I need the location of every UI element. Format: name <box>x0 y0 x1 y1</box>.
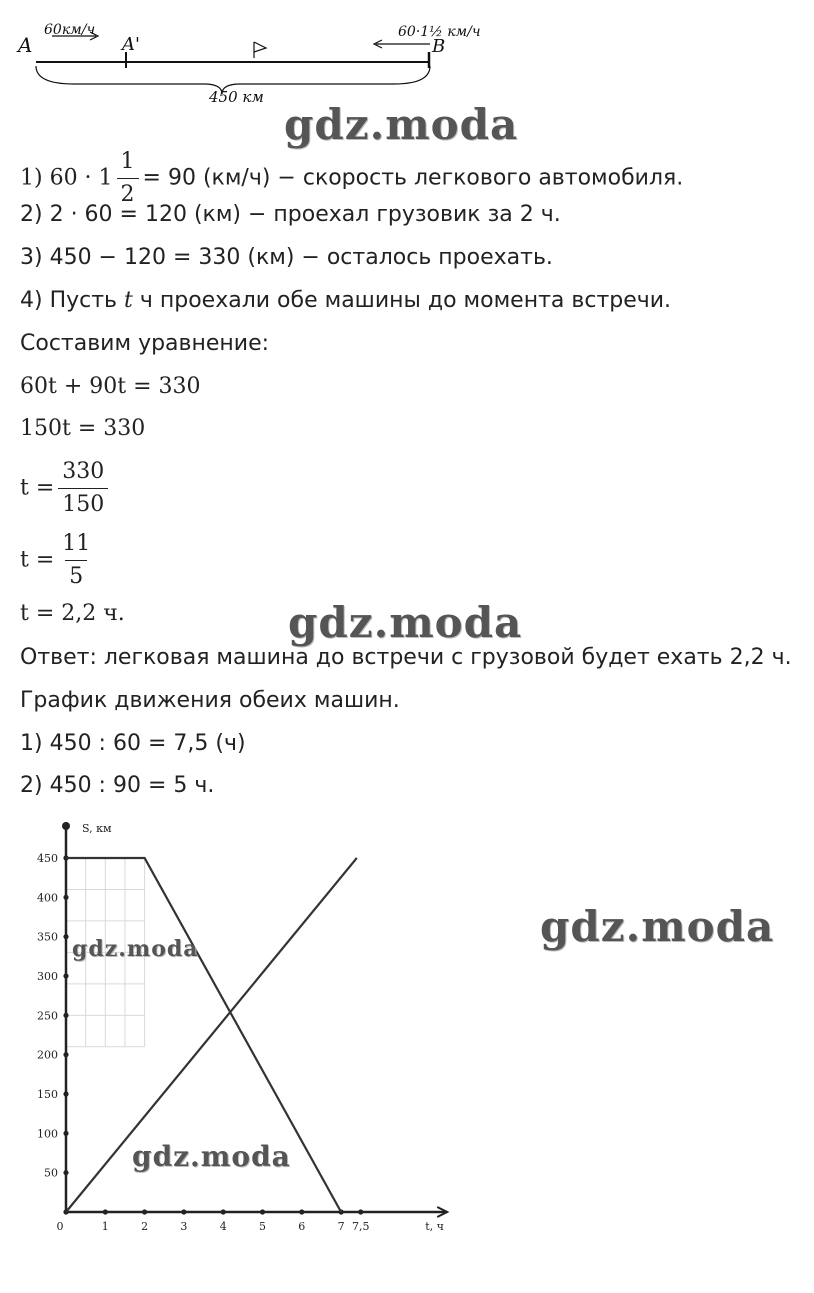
equation-intro: Составим уравнение: <box>20 331 270 356</box>
answer-line: Ответ: легковая машина до встречи с грузовой будет ехать 2,2 ч. <box>20 645 792 670</box>
y-tick-label: 350 <box>37 930 58 944</box>
x-axis-label: t, ч <box>425 1220 444 1233</box>
step1-prefix: 1) 60 · 1 <box>20 165 113 191</box>
x-tick-label: 7,5 <box>352 1220 370 1233</box>
equation-5: t = 2,2 ч. <box>20 601 125 626</box>
y-tick-label: 300 <box>37 969 58 983</box>
x-tick-dot <box>299 1209 304 1214</box>
equation-2: 150t = 330 <box>20 416 146 441</box>
y-tick-dot <box>63 1131 68 1136</box>
label-point-b: B <box>432 36 446 57</box>
x-tick-label: 4 <box>219 1220 227 1233</box>
label-speed-right: 60·1½ км/ч <box>398 24 481 40</box>
equation-1: 60t + 90t = 330 <box>20 374 201 399</box>
x-tick-label: 0 <box>56 1220 64 1233</box>
y-tick-dot <box>63 934 68 939</box>
x-tick-dot <box>103 1209 108 1214</box>
y-tick-dot <box>63 1091 68 1096</box>
x-tick-label: 3 <box>180 1220 188 1233</box>
x-tick-label: 2 <box>141 1220 149 1233</box>
y-tick-label: 250 <box>37 1009 58 1023</box>
step1-frac-num: 1 <box>120 149 135 174</box>
equation-3 <box>20 456 112 521</box>
problem-sketch <box>14 0 514 108</box>
y-tick-label: 150 <box>37 1087 58 1101</box>
y-tick-label: 400 <box>37 891 58 905</box>
solution-step-2: 2) 2 · 60 = 120 (км) − проехал грузовик за 2 ч. <box>20 202 561 227</box>
step4-post: ч проехали обе машины до момента встречи. <box>139 288 672 313</box>
calc-1: 1) 450 : 60 = 7,5 (ч) <box>20 731 246 756</box>
eq3-num: 330 <box>62 459 105 484</box>
watermark-1: gdz.moda <box>284 100 519 149</box>
eq4-den: 5 <box>65 560 87 593</box>
watermark-chart-2: gdz.moda <box>132 1140 291 1173</box>
label-point-a: A <box>18 33 33 57</box>
x-tick-dot <box>358 1209 363 1214</box>
step4-var: t <box>124 288 133 313</box>
x-tick-label: 7 <box>337 1220 345 1233</box>
calc-2: 2) 450 : 90 = 5 ч. <box>20 773 215 798</box>
y-tick-label: 450 <box>37 851 58 865</box>
y-axis-label: S, км <box>82 822 112 835</box>
graph-intro: График движения обеих машин. <box>20 688 400 713</box>
x-tick-label: 1 <box>101 1220 109 1233</box>
x-tick-dot <box>142 1209 147 1214</box>
y-axis-arrow <box>62 822 70 830</box>
watermark-2: gdz.moda <box>288 598 523 647</box>
x-tick-dot <box>260 1209 265 1214</box>
meet-flag-icon <box>254 42 266 58</box>
step4-pre: 4) Пусть <box>20 288 118 313</box>
label-distance: 450 км <box>209 88 264 106</box>
watermark-3: gdz.moda <box>540 902 775 951</box>
watermark-chart-1: gdz.moda <box>72 936 199 962</box>
eq3-den: 150 <box>58 488 108 521</box>
y-tick-dot <box>63 973 68 978</box>
x-tick-dot <box>181 1209 186 1214</box>
x-tick-label: 6 <box>298 1220 306 1233</box>
eq4-num: 11 <box>62 531 91 556</box>
eq4-fraction <box>58 528 94 593</box>
step1-suffix: = 90 (км/ч) − скорость легкового автомобиля. <box>142 165 684 191</box>
motion-chart <box>10 808 470 1248</box>
solution-step-3: 3) 450 − 120 = 330 (км) − осталось проехать. <box>20 245 553 270</box>
equation-4 <box>20 528 98 593</box>
y-tick-label: 100 <box>37 1127 58 1141</box>
y-tick-label: 50 <box>44 1166 58 1180</box>
label-speed-left: 60км/ч <box>44 22 96 38</box>
x-tick-label: 5 <box>259 1220 266 1233</box>
eq3-lhs: t = <box>20 475 55 501</box>
eq4-lhs: t = <box>20 547 55 573</box>
x-tick-dot <box>221 1209 226 1214</box>
y-tick-label: 200 <box>37 1048 58 1062</box>
y-tick-dot <box>63 1013 68 1018</box>
y-tick-dot <box>63 1052 68 1057</box>
step1-frac-den: 2 <box>117 178 139 211</box>
y-tick-dot <box>63 1170 68 1175</box>
y-tick-dot <box>63 895 68 900</box>
solution-step-4 <box>20 286 671 316</box>
eq3-fraction <box>58 456 108 521</box>
label-point-a2: A' <box>122 34 140 55</box>
